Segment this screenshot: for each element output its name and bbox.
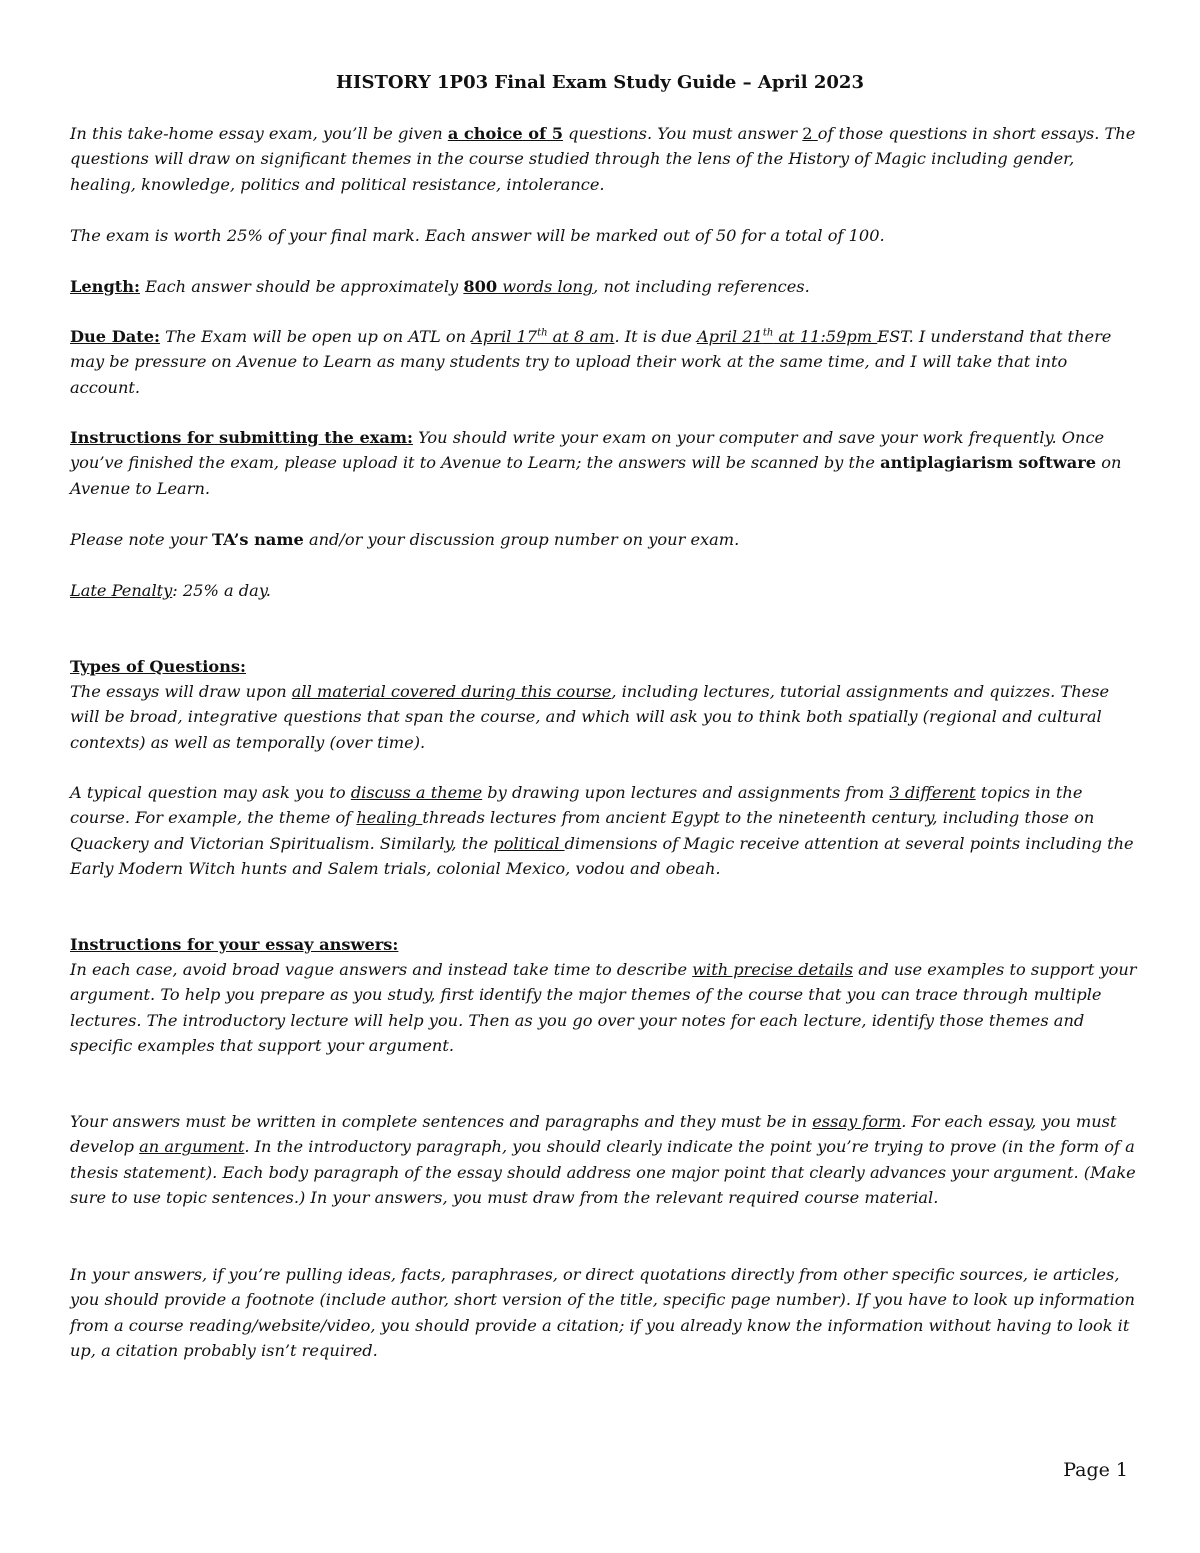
- ta-note-text: Please note your: [70, 530, 212, 549]
- submit-text: You should write your exam on your computer and save your work frequently. Once you’ve finished the exam, please upload it to Avenue to Learn; the answers will be scanned by the: [70, 428, 1105, 473]
- intro-text: In this take-home essay exam, you’ll be given: [70, 124, 448, 143]
- answers-paragraph: [70, 1109, 1140, 1210]
- all-material-emphasis: all material covered during this course: [291, 682, 612, 701]
- ta-note-text: and/or your discussion group number on your exam.: [303, 530, 740, 549]
- answers-text: Your answers must be written in complete sentences and paragraphs and they must be in: [70, 1112, 813, 1131]
- essay-text: In each case, avoid broad vague answers and instead take time to describe: [70, 960, 693, 979]
- discuss-theme-emphasis: discuss a theme: [350, 783, 483, 802]
- answer-count-emphasis: 2: [802, 124, 818, 143]
- citations-paragraph: In your answers, if you’re pulling ideas, facts, paraphrases, or direct quotations directly from other specific sources, ie articles, you should provide a footnote (include author, short version of the title, specific page number). If you have to look up information from a course reading/website/video, you should provide a citation; if you already know the information without having to look it up, a citation probably isn’t required.: [70, 1265, 1135, 1360]
- ta-name-emphasis: TA’s name: [211, 530, 304, 549]
- word-count: 800: [463, 277, 498, 296]
- essay-heading: Instructions for your essay answers:: [70, 935, 399, 954]
- late-penalty-paragraph: [70, 578, 1140, 603]
- answers-text: . For each essay, you must develop: [70, 1112, 1117, 1157]
- political-emphasis: political: [493, 833, 565, 853]
- late-penalty-text: : 25% a day.: [172, 581, 271, 600]
- typical-text: topics in the course. For example, the theme of: [70, 783, 1083, 828]
- types-text: , including lectures, tutorial assignments and quizzes. These will be broad, integrative questions that span the course, and which will ask you to think both spatially (regional and cultural contexts) as well as temporally (over time).: [70, 682, 1110, 752]
- essay-text: and use examples to support your argument. To help you prepare as you study, first identify the major themes of the course that you can trace through multiple lectures. The introductory lecture will help you. Then as you go over your notes for each lecture, identify those themes and specific examples that support your argument.: [70, 960, 1137, 1055]
- length-paragraph: [70, 274, 1140, 299]
- choice-emphasis: a choice of 5: [447, 124, 563, 143]
- precise-details-emphasis: with precise details: [692, 960, 854, 979]
- page-number: Page 1: [1063, 1459, 1128, 1481]
- worth-paragraph: The exam is worth 25% of your final mark. Each answer will be marked out of 50 for a total of 100.: [70, 226, 885, 245]
- submit-paragraph: [70, 425, 1140, 501]
- answers-text: . In the introductory paragraph, you should clearly indicate the point you’re trying to prove (in the form of a thesis statement). Each body paragraph of the essay should address one major point that clearly advances your argument. (Make sure to use topic sentences.) In your answers, you must draw from the relevant required course material.: [70, 1137, 1136, 1207]
- types-heading: Types of Questions:: [70, 657, 246, 676]
- typical-text: threads lectures from ancient Egypt to the nineteenth century, including those on Quackery and Victorian Spiritualism. Similarly, the: [70, 808, 1095, 853]
- essay-paragraph: [70, 957, 1140, 1058]
- page-title: HISTORY 1P03 Final Exam Study Guide – April 2023: [336, 72, 864, 93]
- length-label: Length:: [70, 277, 140, 296]
- argument-emphasis: an argument: [139, 1137, 245, 1157]
- intro-paragraph: [70, 121, 1140, 197]
- due-date-paragraph: [70, 324, 1140, 400]
- types-text: The essays will draw upon: [70, 682, 292, 701]
- typical-text: dimensions of Magic receive attention at several points including the Early Modern Witch hunts and Salem trials, colonial Mexico, vodou and obeah.: [70, 833, 1134, 878]
- length-text: Each answer should be approximately: [140, 277, 464, 296]
- due-date: April 21th at 11:59pm: [696, 327, 878, 346]
- due-text: The Exam will be open up on ATL on: [160, 327, 472, 346]
- open-date: April 17th at 8 am: [471, 327, 615, 346]
- three-topics-emphasis: 3 different: [889, 783, 976, 802]
- intro-text: questions. You must answer: [562, 124, 803, 143]
- software-emphasis: antiplagiarism software: [880, 453, 1097, 473]
- healing-emphasis: healing: [356, 808, 423, 828]
- due-text: EST. I understand that there may be pressure on Avenue to Learn as many students try to upload their work at the same time, and I will take that into account.: [70, 327, 1112, 397]
- ta-note-paragraph: [70, 527, 1140, 552]
- length-text: , not including references.: [593, 277, 810, 296]
- submit-label: Instructions for submitting the exam:: [70, 428, 413, 447]
- typical-text: A typical question may ask you to: [70, 783, 351, 802]
- submit-text: on Avenue to Learn.: [70, 453, 1122, 498]
- due-text: . It is due: [614, 327, 697, 346]
- due-date-label: Due Date:: [70, 327, 161, 346]
- intro-text: of those questions in short essays. The questions will draw on significant themes in the course studied through the lens of the History of Magic including gender, healing, knowledge, politics and political resistance, intolerance.: [70, 124, 1136, 194]
- typical-question-paragraph: [70, 780, 1140, 881]
- types-paragraph: [70, 679, 1140, 755]
- word-unit: words long: [497, 277, 594, 296]
- late-penalty-label: Late Penalty: [70, 581, 173, 600]
- typical-text: by drawing upon lectures and assignments from: [482, 783, 890, 802]
- essay-form-emphasis: essay form: [812, 1112, 902, 1131]
